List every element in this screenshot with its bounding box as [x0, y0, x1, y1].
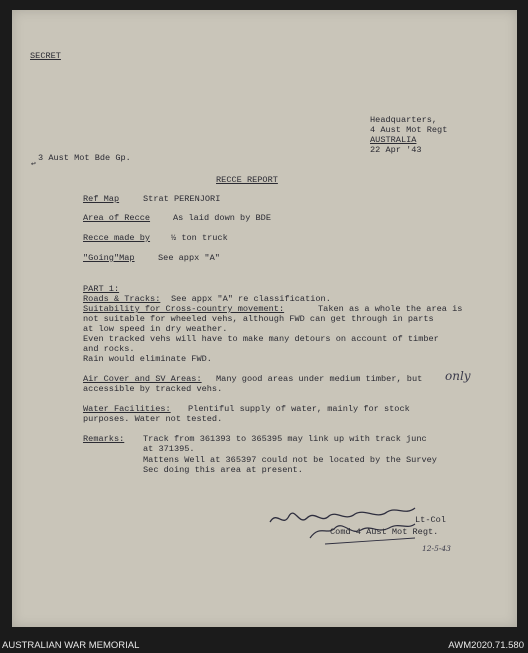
- air-cover-label: Air Cover and SV Areas:: [83, 374, 202, 384]
- roads-label: Roads & Tracks:: [83, 294, 161, 304]
- classification-mark: SECRET: [30, 51, 61, 61]
- water-line-1: Plentiful supply of water, mainly for stock: [188, 404, 410, 414]
- suitability-line-1: Taken as a whole the area is: [318, 304, 463, 314]
- recce-by-value: ½ ton truck: [171, 233, 228, 243]
- part-1-heading: PART 1:: [83, 284, 120, 294]
- suitability-line-3: at low speed in dry weather.: [83, 324, 228, 334]
- remarks-label: Remarks:: [83, 434, 125, 444]
- suitability-line-6: Rain would eliminate FWD.: [83, 354, 212, 364]
- addressee: 3 Aust Mot Bde Gp.: [38, 153, 131, 163]
- signatory-title: Comd 4 Aust Mot Regt.: [330, 527, 439, 537]
- remarks-line-1: Track from 361393 to 365395 may link up with track junc: [143, 434, 427, 444]
- suitability-label: Suitability for Cross-country movement:: [83, 304, 285, 314]
- header-line-1: Headquarters,: [370, 115, 438, 125]
- going-map-label: "Going"Map: [83, 253, 135, 263]
- remarks-line-4: Sec doing this area at present.: [143, 465, 303, 475]
- remarks-line-2: at 371395.: [143, 444, 195, 454]
- signatory-rank: Lt-Col: [415, 515, 446, 525]
- suitability-line-5: and rocks.: [83, 344, 135, 354]
- recce-by-label: Recce made by: [83, 233, 151, 243]
- ref-map-label: Ref Map: [83, 194, 120, 204]
- air-cover-line-2: accessible by tracked vehs.: [83, 384, 223, 394]
- handwritten-initials: 12-5-43: [422, 544, 451, 553]
- area-label: Area of Recce: [83, 213, 151, 223]
- going-map-value: See appx "A": [158, 253, 220, 263]
- water-label: Water Facilities:: [83, 404, 171, 414]
- handwritten-signature: [265, 500, 440, 550]
- header-line-2: 4 Aust Mot Regt: [370, 125, 448, 135]
- header-line-3: AUSTRALIA: [370, 135, 417, 145]
- area-value: As laid down by BDE: [173, 213, 271, 223]
- roads-value: See appx "A" re classification.: [171, 294, 331, 304]
- air-cover-handwritten: only: [445, 369, 471, 383]
- air-cover-line-1: Many good areas under medium timber, but: [216, 374, 423, 384]
- suitability-line-4: Even tracked vehs will have to make many detours on account of timber: [83, 334, 439, 344]
- margin-mark: ↩: [31, 160, 36, 169]
- footer-accession: AWM2020.71.580: [448, 640, 524, 651]
- footer-credit: AUSTRALIAN WAR MEMORIAL: [2, 640, 140, 651]
- report-title: RECCE REPORT: [216, 175, 278, 185]
- ref-map-value: Strat PERENJORI: [143, 194, 221, 204]
- suitability-line-2: not suitable for wheeled vehs, although FWD can get through in parts: [83, 314, 434, 324]
- header-date: 22 Apr '43: [370, 145, 422, 155]
- water-line-2: purposes. Water not tested.: [83, 414, 223, 424]
- remarks-line-3: Mattens Well at 365397 could not be located by the Survey: [143, 455, 437, 465]
